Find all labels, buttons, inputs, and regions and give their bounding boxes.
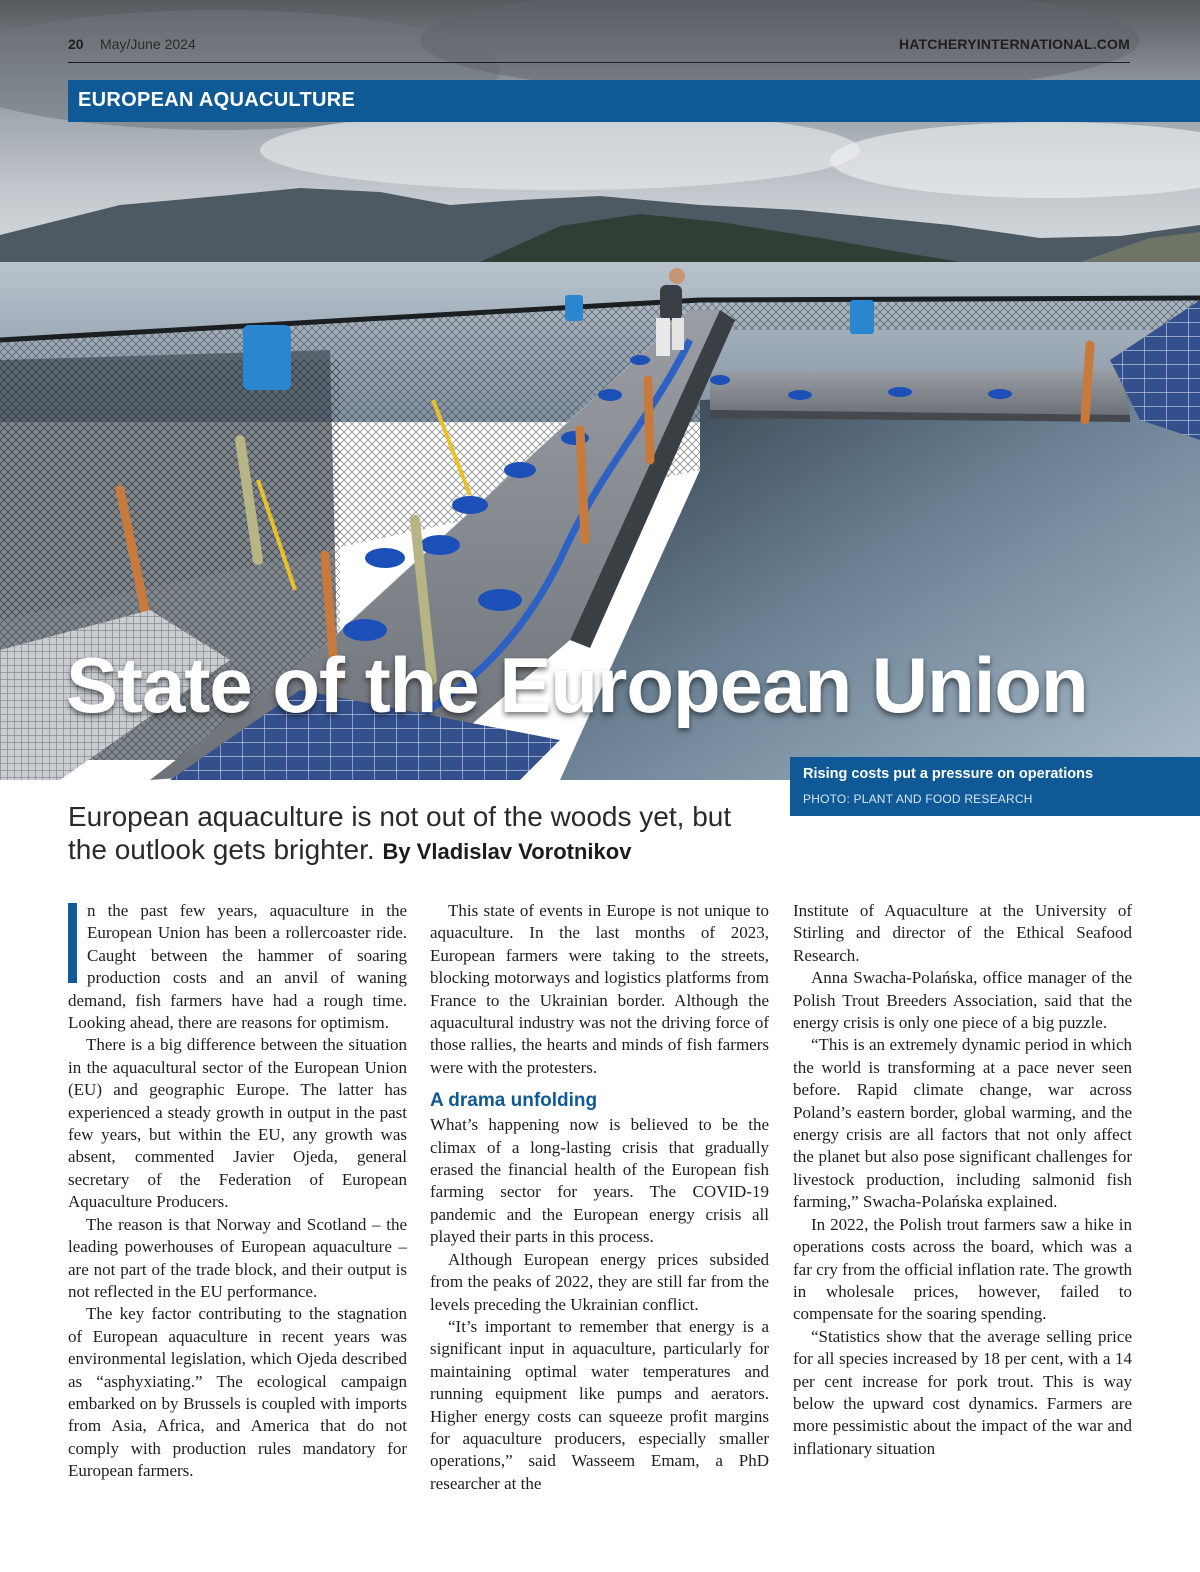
subheading: A drama unfolding <box>430 1090 598 1112</box>
paragraph: Although European energy prices subsided from the peaks of 2022, they are still far from the levels preceding the Ukrainian conflict. <box>430 1249 769 1314</box>
deck-text: European aquaculture is not out of the woods yet, but the outlook gets brighter. <box>68 801 732 865</box>
column-1 <box>68 900 407 1483</box>
column-3 <box>793 900 1132 1460</box>
paragraph: Institute of Aquaculture at the University of Stirling and director of the Ethical Seafood Research. <box>793 901 1132 965</box>
paragraph: “This is an extremely dynamic period in which the world is transforming at a pace never seen before. Rapid climate change, war across Poland’s eastern border, global warming, and the energy crisis are all factors that not only affect the planet but also pose significant challenges for livestock production, including salmonid fish farming,” Swacha-Polańska explained. <box>793 1035 1132 1212</box>
paragraph: “Statistics show that the average selling price for all species increased by 18 per cent, with a 14 per cent increase for pork trout. This is way below the upward cost dynamics. Farmers are more pessimistic about the impact of the war and inflationary situation <box>793 1326 1132 1458</box>
page-header <box>68 36 1130 60</box>
paragraph: This state of events in Europe is not unique to aquaculture. In the last months of 2023, European farmers were taking to the streets, blocking motorways and logistics platforms from France to the Ukrainian border. Although the aquacultural industry was not the driving force of those rallies, the hearts and minds of fish farmers were with the protesters. <box>430 901 769 1077</box>
article-deck <box>68 800 768 868</box>
article-headline: State of the European Union <box>66 641 1088 729</box>
column-2 <box>430 900 769 1495</box>
photo-caption-box <box>790 757 1200 816</box>
paragraph: In 2022, the Polish trout farmers saw a hike in operations costs across the board, which was a far cry from the official inflation rate. The growth in wholesale prices, however, failed to compensate for the soaring spending. <box>793 1214 1132 1324</box>
paragraph: There is a big difference between the situation in the aquacultural sector of the European Union (EU) and geographic Europe. The latter has experienced a steady growth in output in the past few years, but within the EU, any growth was absent, commented Javier Ojeda, general secretary of the Federation of European Aquaculture Producers. <box>68 1035 407 1212</box>
paragraph: What’s happening now is believed to be the climax of a long-lasting crisis that gradually erased the financial health of the European fish farming sector for years. The COVID-19 pandemic and the European energy crisis all played their parts in this process. <box>430 1115 769 1247</box>
section-title: EUROPEAN AQUACULTURE <box>78 89 356 111</box>
paragraph: The key factor contributing to the stagnation of European aquaculture in recent years was environmental legislation, which Ojeda described as “asphyxiating.” The ecological campaign embarked on by Brussels is coupled with imports from Asia, Africa, and America that do not comply with production rules mandatory for European farmers. <box>68 1304 407 1481</box>
page-number: 20 <box>68 36 84 52</box>
section-banner <box>68 80 1200 122</box>
paragraph: n the past few years, aquaculture in the European Union has been a rollercoaster ride. Caught between the hammer of soaring production costs and an anvil of waning demand, fish farmers have had a rough time. Looking ahead, there are reasons for optimism. <box>68 901 407 1033</box>
photo-credit: PHOTO: PLANT AND FOOD RESEARCH <box>803 792 1033 806</box>
issue-date: May/June 2024 <box>100 36 196 52</box>
paragraph: “It’s important to remember that energy is a significant input in aquaculture, particularly for maintaining optimal water temperatures and running equipment like pumps and aerators. Higher energy costs can squeeze profit margins for aquaculture producers, especially smaller operations,” said Wasseem Emam, a PhD researcher at the <box>430 1316 769 1493</box>
paragraph: Anna Swacha-Polańska, office manager of the Polish Trout Breeders Association, said that the energy crisis is only one piece of a big puzzle. <box>793 968 1132 1033</box>
byline: By Vladislav Vorotnikov <box>382 839 632 864</box>
website-link[interactable]: HATCHERYINTERNATIONAL.COM <box>898 36 1130 52</box>
header-divider <box>68 62 1130 63</box>
photo-caption: Rising costs put a pressure on operations <box>803 766 1094 782</box>
paragraph: The reason is that Norway and Scotland – the leading powerhouses of European aquaculture – are not part of the trade block, and their output is not reflected in the EU performance. <box>68 1214 407 1301</box>
drop-cap-bar <box>68 903 77 983</box>
